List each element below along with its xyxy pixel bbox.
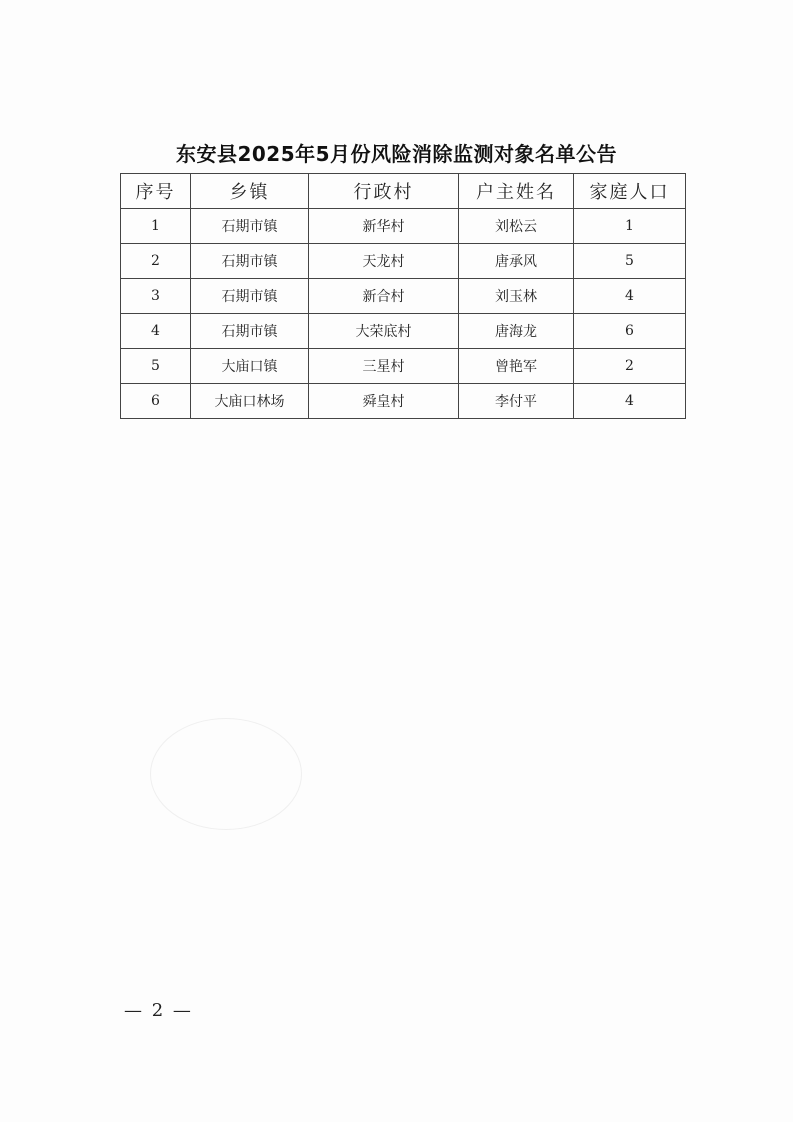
cell-householder: 唐海龙 (459, 314, 574, 349)
cell-township: 石期市镇 (191, 244, 309, 279)
cell-village: 三星村 (309, 349, 459, 384)
cell-township: 石期市镇 (191, 314, 309, 349)
header-village: 行政村 (309, 174, 459, 209)
faint-stamp-mark (150, 718, 302, 830)
cell-index: 3 (121, 279, 191, 314)
cell-household-size: 4 (574, 384, 686, 419)
cell-township: 大庙口林场 (191, 384, 309, 419)
cell-householder: 刘玉林 (459, 279, 574, 314)
roster-table (120, 173, 686, 419)
table-row (121, 209, 686, 244)
cell-township: 大庙口镇 (191, 349, 309, 384)
cell-township: 石期市镇 (191, 209, 309, 244)
cell-index: 6 (121, 384, 191, 419)
cell-householder: 刘松云 (459, 209, 574, 244)
cell-township: 石期市镇 (191, 279, 309, 314)
cell-village: 舜皇村 (309, 384, 459, 419)
cell-village: 大荣底村 (309, 314, 459, 349)
cell-household-size: 2 (574, 349, 686, 384)
table-row (121, 244, 686, 279)
table-row (121, 349, 686, 384)
page-title: 东安县2025年5月份风险消除监测对象名单公告 (175, 142, 618, 166)
cell-village: 天龙村 (309, 244, 459, 279)
table-row (121, 384, 686, 419)
cell-householder: 唐承风 (459, 244, 574, 279)
cell-village: 新合村 (309, 279, 459, 314)
cell-index: 2 (121, 244, 191, 279)
cell-householder: 曾艳军 (459, 349, 574, 384)
header-householder: 户主姓名 (459, 174, 574, 209)
cell-householder: 李付平 (459, 384, 574, 419)
cell-index: 5 (121, 349, 191, 384)
cell-village: 新华村 (309, 209, 459, 244)
cell-household-size: 1 (574, 209, 686, 244)
cell-index: 1 (121, 209, 191, 244)
header-township: 乡镇 (191, 174, 309, 209)
cell-household-size: 5 (574, 244, 686, 279)
table-header-row (121, 174, 686, 209)
cell-household-size: 6 (574, 314, 686, 349)
header-index: 序号 (121, 174, 191, 209)
table-row (121, 279, 686, 314)
page-number: — 2 — (124, 1000, 193, 1021)
cell-household-size: 4 (574, 279, 686, 314)
table-row (121, 314, 686, 349)
cell-index: 4 (121, 314, 191, 349)
header-household-size: 家庭人口 (574, 174, 686, 209)
